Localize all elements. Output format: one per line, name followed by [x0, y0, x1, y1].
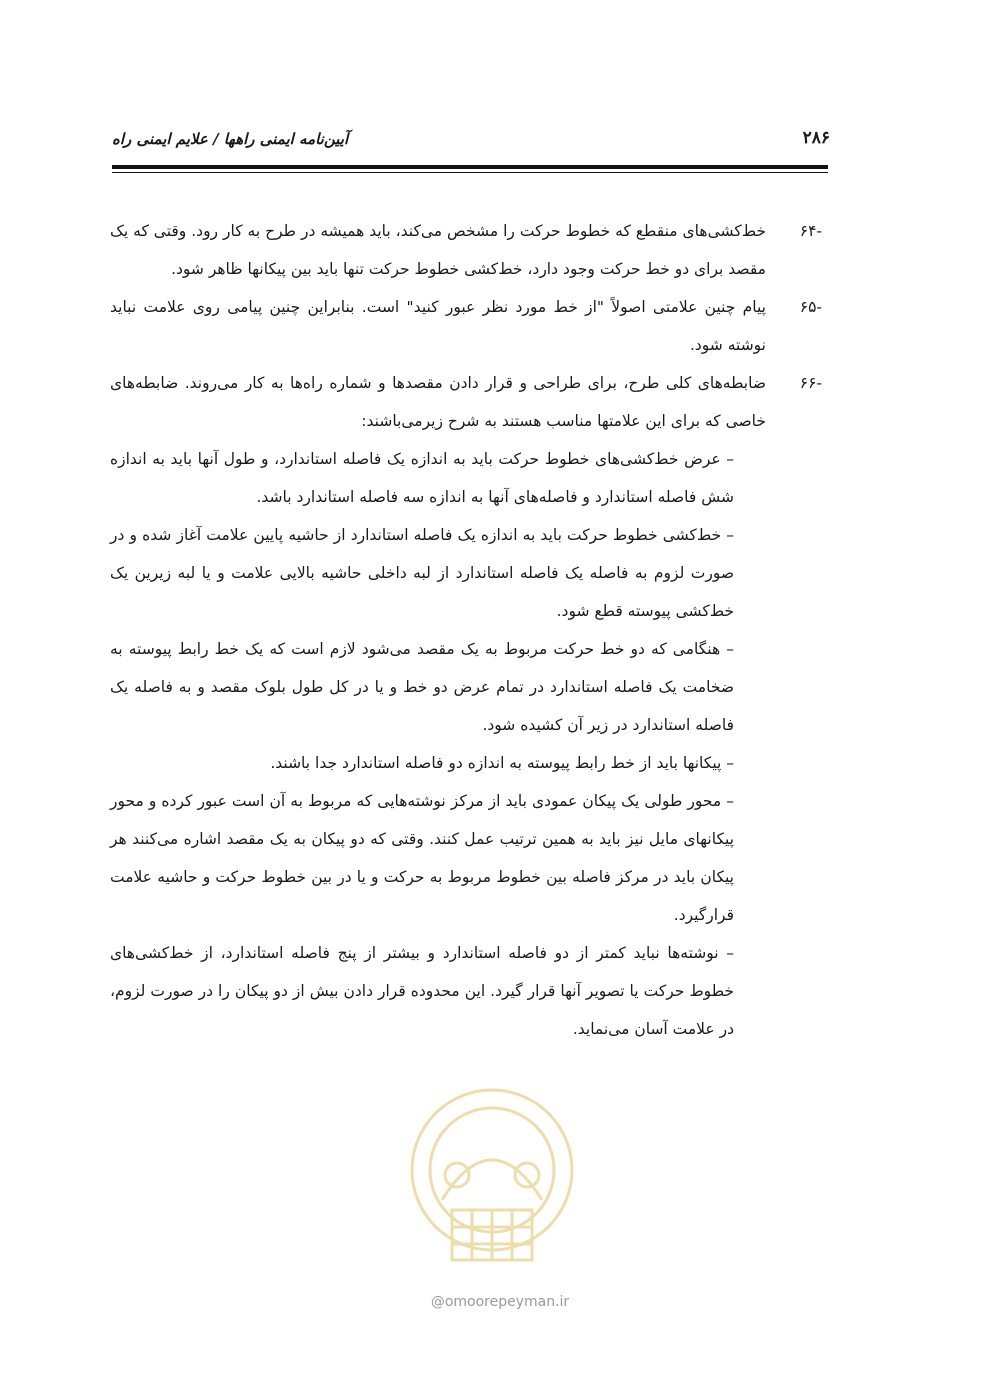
item-text: پیام چنین علامتی اصولاً "از خط مورد نظر عبور کنید" است. بنابراین چنین پیامی روی علامت نباید نوشته شود.: [110, 298, 766, 354]
body-text: [110, 212, 822, 1048]
watermark-logo: [402, 1080, 582, 1280]
criteria-item: – محور طولی یک پیکان عمودی باید از مرکز نوشته‌هایی که مربوط به آن است عبور کرده و محور پیکانهای مایل نیز باید به همین ترتیب عمل کنند. وقتی که دو پیکان به یک مقصد اشاره می‌کنند هر پیکان باید در مرکز فاصله بین خطوط مربوط به حرکت و یا در بین خطوط حرکت و حاشیه علامت قرارگیرد.: [110, 792, 734, 924]
numbered-item: [110, 212, 822, 288]
criteria-item: – نوشته‌ها نباید کمتر از دو فاصله استاندارد و بیشتر از پنج فاصله استاندارد، از خط‌کشی‌های خطوط حرکت یا تصویر آنها قرار گیرد. این محدوده قرار دادن بیش از دو پیکان را در صورت لزوم، در علامت آسان می‌نماید.: [110, 944, 734, 1038]
header-rule-thin: [112, 172, 828, 173]
watermark-site: @omoorepeyman.ir: [430, 1294, 570, 1310]
item-number: -۶۴: [799, 222, 822, 240]
numbered-item: [110, 288, 822, 364]
criteria-list: [110, 440, 822, 1048]
header-rule-thick: [112, 165, 828, 169]
item-number: -۶۵: [799, 298, 822, 316]
item-number: -۶۶: [799, 374, 822, 392]
numbered-item: [110, 364, 822, 440]
criteria-item: – پیکانها باید از خط رابط پیوسته به اندازه دو فاصله استاندارد جدا باشند.: [270, 754, 734, 772]
item-text: خط‌کشی‌های منقطع که خطوط حرکت را مشخص می‌کند، باید همیشه در طرح به کار رود. وقتی که یک مقصد برای دو خط حرکت وجود دارد، خط‌کشی خطوط حرکت تنها باید بین پیکانها ظاهر شود.: [110, 222, 766, 278]
criteria-item: – هنگامی که دو خط حرکت مربوط به یک مقصد می‌شود لازم است که یک خط رابط پیوسته به ضخامت یک فاصله استاندارد در تمام عرض دو خط و یا در کل طول بلوک مقصد و به فاصله یک فاصله استاندارد در زیر آن کشیده شود.: [110, 640, 734, 734]
criteria-item: – خط‌کشی خطوط حرکت باید به اندازه یک فاصله استاندارد از حاشیه پایین علامت آغاز شده و در صورت لزوم به فاصله یک فاصله استاندارد از لبه داخلی حاشیه بالایی علامت و یا لبه زیرین یک خط‌کشی پیوسته قطع شود.: [110, 526, 734, 620]
page-number: ۲۸۶: [802, 128, 830, 148]
running-title: آیین‌نامه ایمنی راهها / علایم ایمنی راه: [112, 130, 349, 148]
item-text: ضابطه‌های کلی طرح، برای طراحی و قرار دادن مقصدها و شماره راه‌ها به کار می‌روند. ضابطه‌های خاصی که برای این علامتها مناسب هستند به شرح زیرمی‌باشند:: [110, 374, 766, 430]
page-header: [112, 124, 830, 164]
criteria-item: – عرض خط‌کشی‌های خطوط حرکت باید به اندازه یک فاصله استاندارد، و طول آنها باید به اندازه شش فاصله استاندارد و فاصله‌های آنها به اندازه سه فاصله استاندارد باشد.: [110, 450, 734, 506]
